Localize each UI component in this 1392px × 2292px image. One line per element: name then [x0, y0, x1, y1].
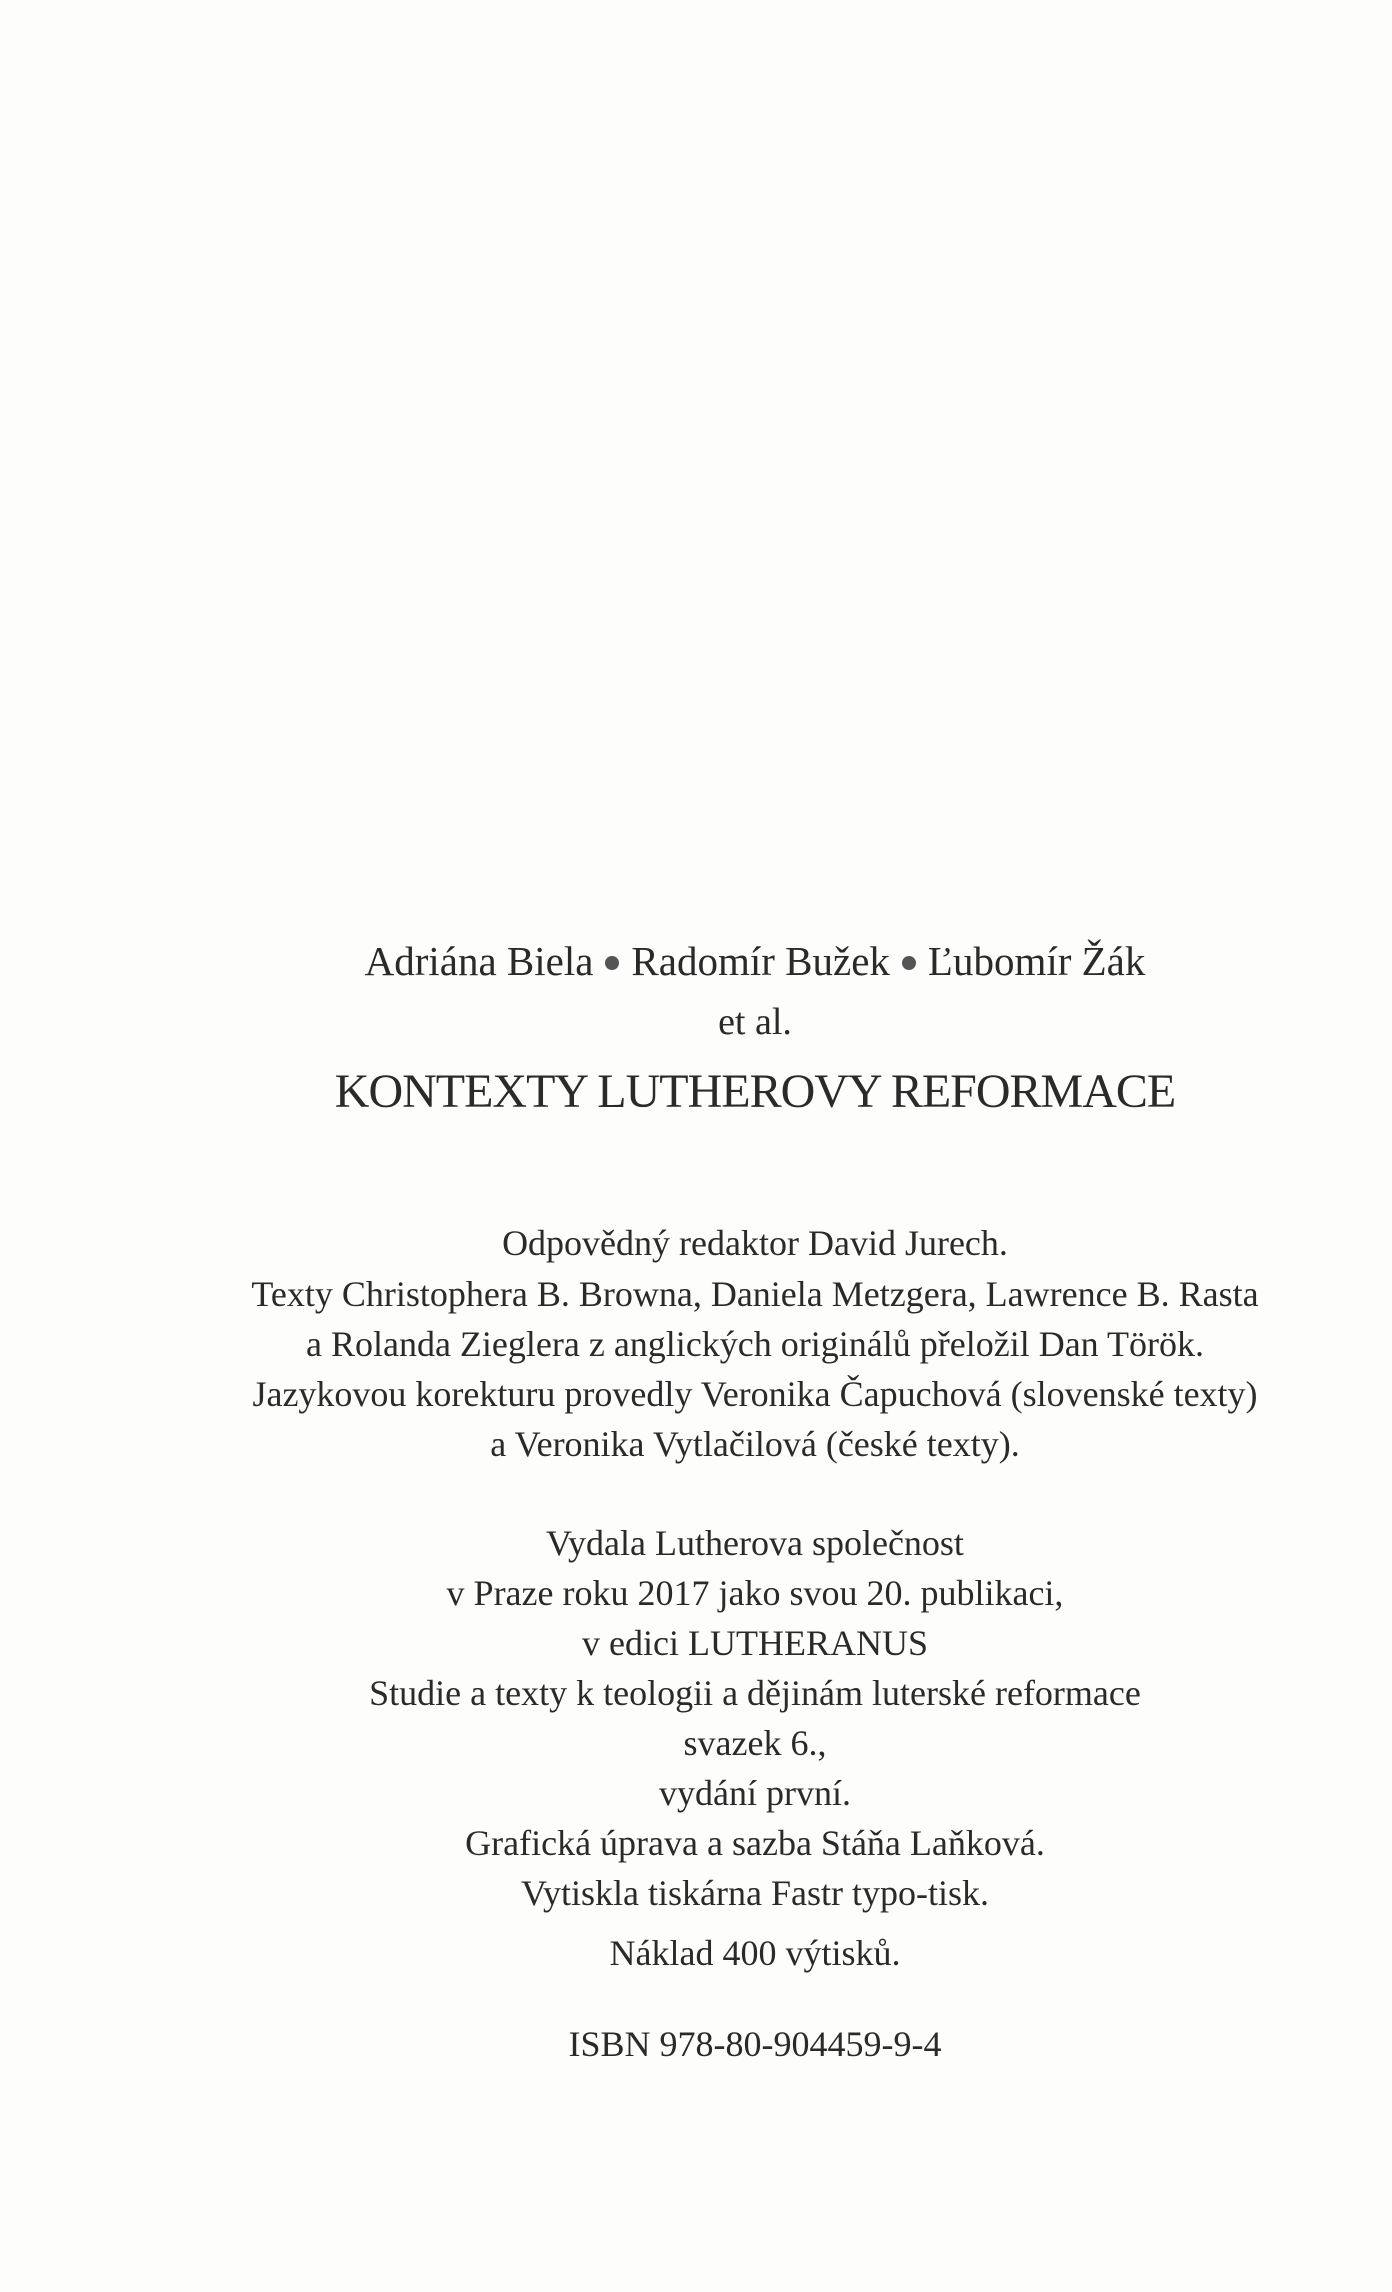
credit-line: Odpovědný redaktor David Jurech. — [502, 1223, 1008, 1263]
publication-line: svazek 6., — [683, 1723, 827, 1763]
et-al: et al. — [718, 1001, 792, 1043]
author-name: Radomír Bužek — [631, 938, 890, 984]
bullet-separator-icon — [605, 956, 619, 970]
author-name: Ľubomír Žák — [927, 938, 1146, 984]
credit-line: Texty Christophera B. Browna, Daniela Metzgera, Lawrence B. Rasta — [251, 1274, 1259, 1314]
author-line — [0, 937, 1392, 985]
publication-line: v Praze roku 2017 jako svou 20. publikaci, — [446, 1573, 1064, 1613]
author-name: Adriána Biela — [364, 938, 594, 984]
isbn: ISBN 978-80-904459-9-4 — [568, 2024, 942, 2064]
publication-line: vydání první. — [659, 1773, 851, 1813]
publication-line: Vydala Lutherova společnost — [546, 1523, 964, 1563]
print-run: Náklad 400 výtisků. — [609, 1933, 901, 1973]
publication-line: v edici LUTHERANUS — [582, 1623, 928, 1663]
book-title: KONTEXTY LUTHEROVY REFORMACE — [334, 1065, 1176, 1118]
publication-line: Studie a texty k teologii a dějinám luterské reformace — [369, 1673, 1141, 1713]
credit-line: Jazykovou korekturu provedly Veronika Čapuchová (slovenské texty) — [252, 1374, 1258, 1414]
bullet-separator-icon — [902, 956, 916, 970]
credit-line: a Rolanda Zieglera z anglických originálů přeložil Dan Török. — [305, 1324, 1204, 1364]
publication-line: Grafická úprava a sazba Stáňa Laňková. — [465, 1823, 1045, 1863]
credit-line: a Veronika Vytlačilová (české texty). — [490, 1424, 1020, 1464]
publication-line: Vytiskla tiskárna Fastr typo-tisk. — [521, 1873, 989, 1913]
